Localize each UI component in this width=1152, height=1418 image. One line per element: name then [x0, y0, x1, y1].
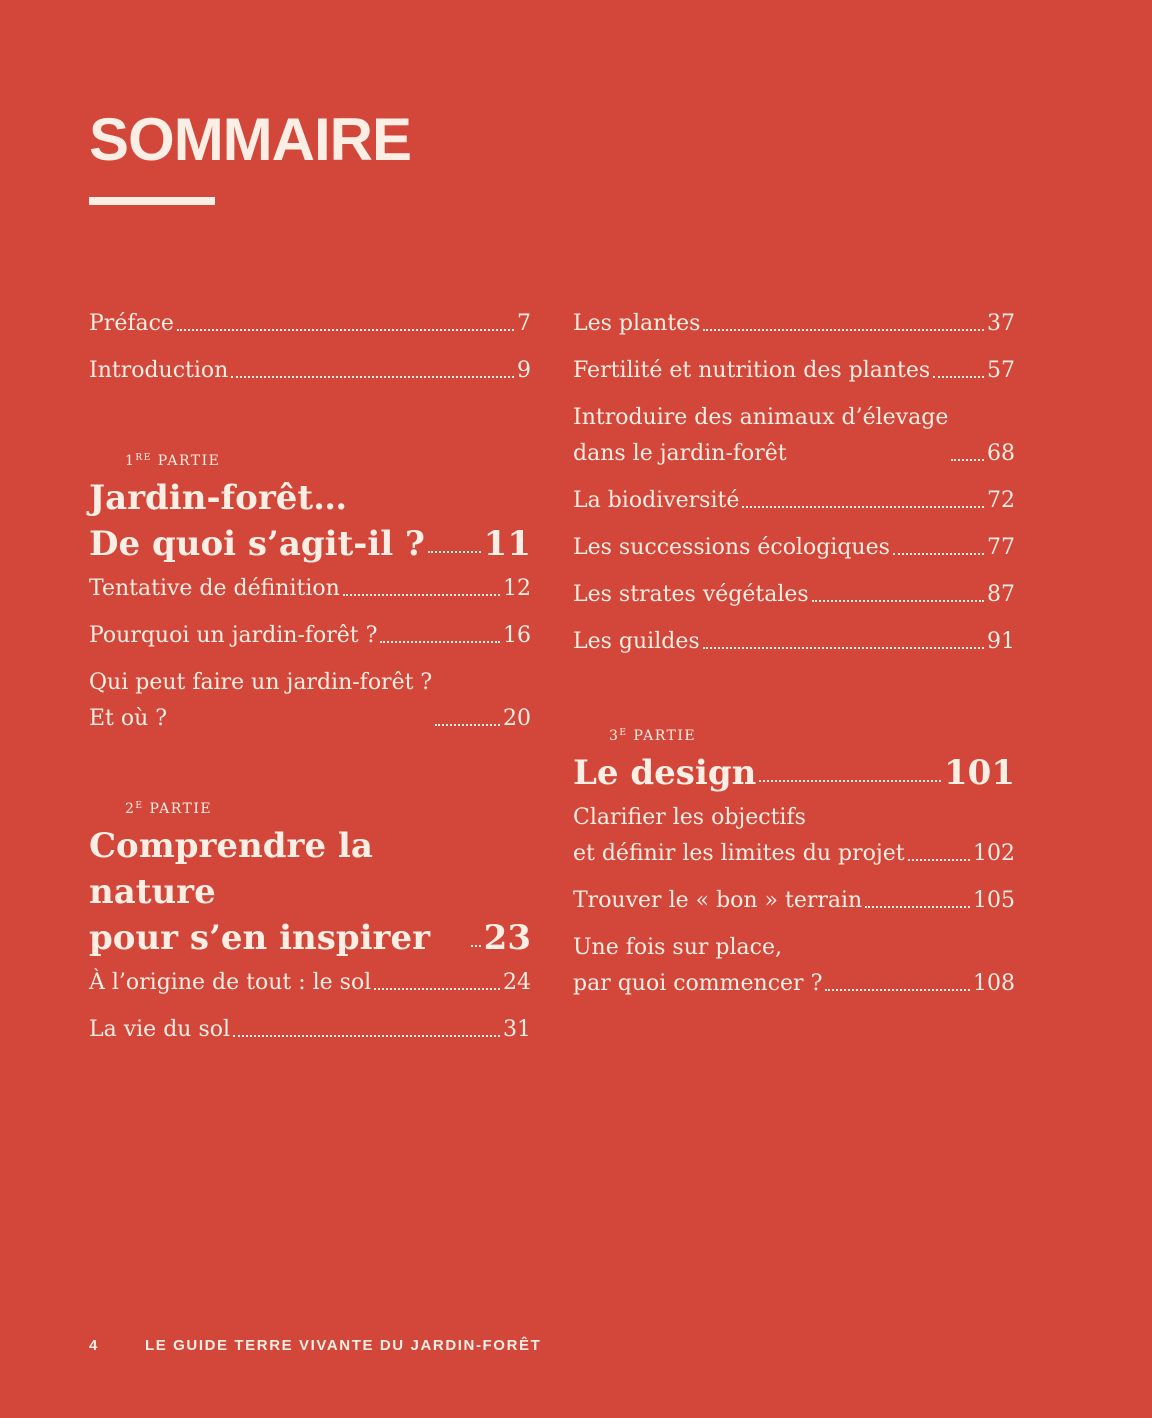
toc-entry[interactable]: [573, 306, 1015, 342]
toc-entry[interactable]: [573, 800, 1015, 872]
footer-page-number: 4: [89, 1337, 99, 1354]
toc-entry-title: Introduction: [89, 358, 229, 383]
dot-leader: [343, 594, 500, 596]
part-label: [125, 448, 531, 471]
toc-entry[interactable]: [573, 530, 1015, 566]
toc-entry-page: 9: [517, 358, 531, 383]
toc-entry[interactable]: [573, 483, 1015, 519]
dot-leader: [812, 600, 984, 602]
toc-entry-page: 87: [987, 582, 1015, 607]
toc-entry-title: Jardin-forêt… De quoi s’agit-il ?: [89, 478, 425, 564]
toc-entry-page: 91: [987, 629, 1015, 654]
toc-entry[interactable]: [89, 571, 531, 607]
toc-entry-page: 7: [517, 311, 531, 336]
toc-entry[interactable]: [573, 353, 1015, 389]
toc-entry-title: Les strates végétales: [573, 582, 809, 607]
toc-entry-page: 57: [987, 358, 1015, 383]
part-number: 3: [609, 728, 620, 744]
toc-entry[interactable]: [573, 400, 1015, 472]
dot-leader: [742, 506, 984, 508]
toc-entry-title: Introduire des animaux d’élevage dans le jardin-forêt: [573, 405, 949, 466]
dot-leader: [865, 906, 970, 908]
toc-column-right: [573, 306, 1015, 1013]
part-word: PARTIE: [149, 801, 213, 817]
toc-column-left: [89, 306, 531, 1059]
toc-entry-page: 108: [973, 971, 1015, 996]
dot-leader: [380, 641, 500, 643]
toc-entry-title: Comprendre la nature pour s’en inspirer: [89, 826, 431, 958]
toc-entry-page: 16: [503, 623, 531, 648]
dot-leader: [177, 329, 514, 331]
toc-entry-title: Pourquoi un jardin-forêt ?: [89, 623, 378, 648]
part-word: PARTIE: [157, 453, 221, 469]
toc-entry-page: 20: [503, 706, 531, 731]
dot-leader: [233, 1035, 500, 1037]
toc-entry-page: 31: [503, 1017, 531, 1042]
dot-leader: [759, 780, 941, 782]
toc-entry-title: Qui peut faire un jardin-forêt ? Et où ?: [89, 670, 433, 731]
dot-leader: [933, 376, 984, 378]
toc-entry-title: Préface: [89, 311, 174, 336]
toc-entry-page: 12: [503, 576, 531, 601]
toc-entry-page: 37: [987, 311, 1015, 336]
toc-entry-page: 77: [987, 535, 1015, 560]
toc-entry-title: La biodiversité: [573, 488, 740, 513]
toc-entry[interactable]: [89, 665, 531, 737]
toc-entry-title: La vie du sol: [89, 1017, 231, 1042]
toc-entry-page: 11: [483, 524, 531, 564]
right-entries: [573, 306, 1015, 660]
toc-entry[interactable]: [89, 306, 531, 342]
part-ordinal: E: [619, 728, 628, 738]
toc-entry-title: Les successions écologiques: [573, 535, 890, 560]
toc-entry-page: 24: [503, 970, 531, 995]
toc-entry[interactable]: [89, 353, 531, 389]
part-title-entry[interactable]: [89, 823, 531, 961]
part-label: [609, 723, 1015, 746]
part-title-entry[interactable]: [573, 750, 1015, 796]
page-footer: [89, 1336, 541, 1356]
toc-entry-page: 102: [973, 841, 1015, 866]
part-ordinal: E: [135, 801, 144, 811]
toc-entry-page: 105: [973, 888, 1015, 913]
toc-entry-title: Trouver le « bon » terrain: [573, 888, 863, 913]
toc-entry[interactable]: [573, 930, 1015, 1002]
toc-entry[interactable]: [573, 577, 1015, 613]
part-number: 2: [125, 801, 136, 817]
dot-leader: [374, 988, 500, 990]
part-number: 1: [125, 453, 136, 469]
dot-leader: [703, 329, 984, 331]
toc-entry[interactable]: [89, 1012, 531, 1048]
toc-entry-page: 72: [987, 488, 1015, 513]
footer-book-title: LE GUIDE TERRE VIVANTE DU JARDIN-FORÊT: [145, 1337, 542, 1354]
title-underline: [89, 197, 215, 205]
dot-leader: [908, 859, 970, 861]
dot-leader: [825, 989, 970, 991]
toc-entry-title: Fertilité et nutrition des plantes: [573, 358, 931, 383]
part-3-section: [573, 723, 1015, 1002]
part-word: PARTIE: [633, 728, 697, 744]
toc-entry-title: Une fois sur place, par quoi commencer ?: [573, 935, 823, 996]
toc-entry-title: Les guildes: [573, 629, 700, 654]
dot-leader: [951, 459, 984, 461]
toc-entry[interactable]: [89, 618, 531, 654]
toc-entry[interactable]: [573, 624, 1015, 660]
toc-entry-title: Les plantes: [573, 311, 701, 336]
part-ordinal: RE: [135, 453, 152, 463]
toc-entry-title: Clarifier les objectifs et définir les limites du projet: [573, 805, 905, 866]
toc-entry-title: Tentative de définition: [89, 576, 340, 601]
toc-entry-title: À l’origine de tout : le sol: [89, 970, 372, 995]
toc-entry[interactable]: [573, 883, 1015, 919]
intro-entries: [89, 306, 531, 389]
part-1-section: [89, 448, 531, 737]
dot-leader: [893, 553, 984, 555]
dot-leader: [428, 551, 481, 553]
dot-leader: [435, 724, 500, 726]
toc-entry[interactable]: [89, 965, 531, 1001]
toc-entry-page: 101: [944, 753, 1015, 793]
dot-leader: [231, 376, 514, 378]
toc-entry-title: Le design: [573, 753, 757, 793]
dot-leader: [703, 647, 984, 649]
dot-leader: [471, 945, 481, 947]
toc-entry-page: 68: [987, 441, 1015, 466]
toc-entry-page: 23: [483, 918, 531, 958]
part-title-entry[interactable]: [89, 475, 531, 567]
part-label: [125, 796, 531, 819]
page-title: SOMMAIRE: [89, 106, 411, 173]
part-2-section: [89, 796, 531, 1048]
